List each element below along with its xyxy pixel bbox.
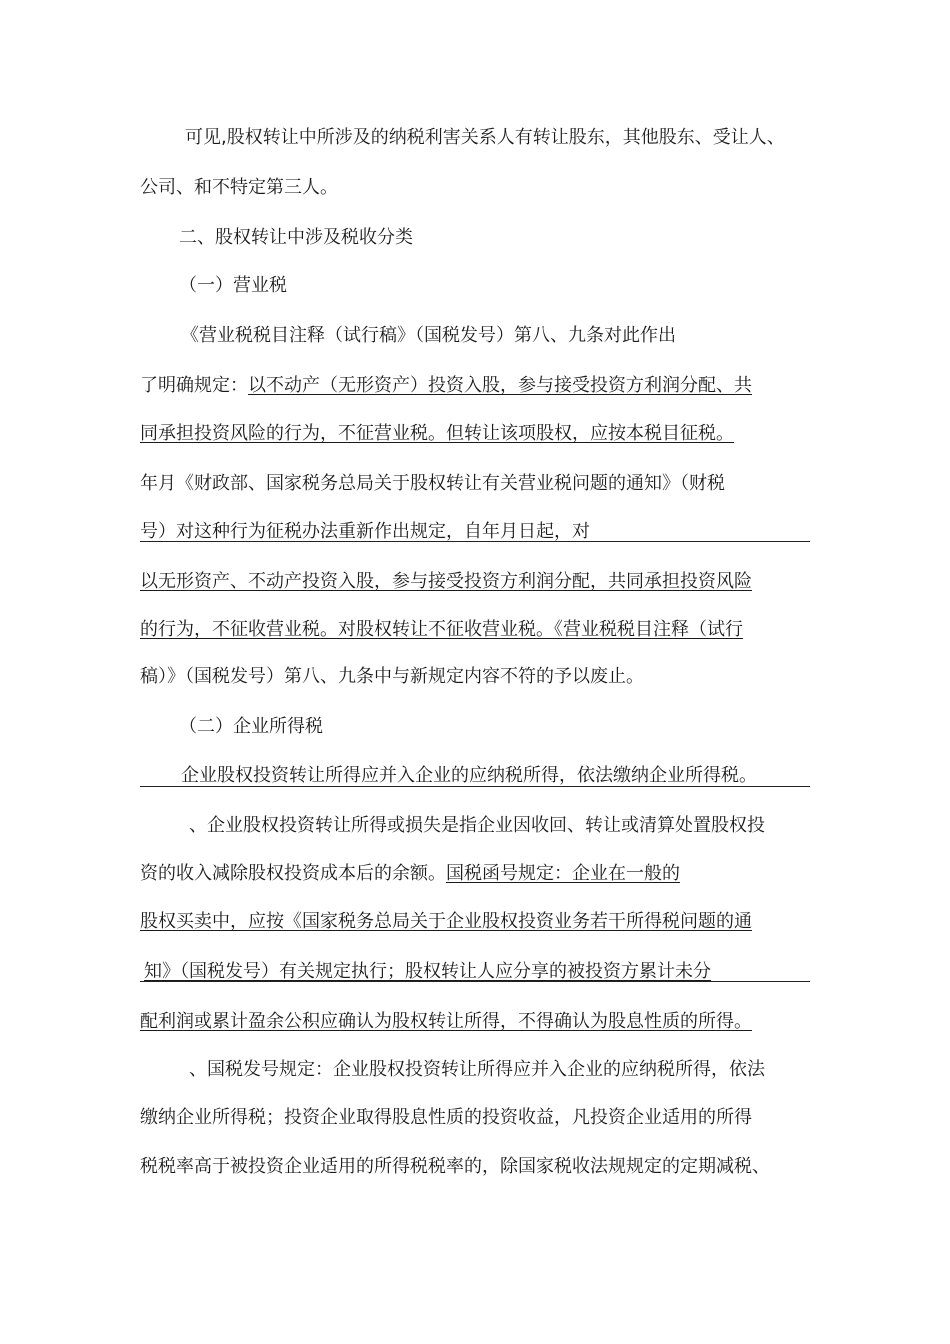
section-heading: 二、股权转让中涉及税收分类 — [179, 227, 413, 248]
underlined-line: 的行为，不征收营业税。对股权转让不征收营业税。《营业税税目注释（试行 — [140, 619, 743, 640]
subsection-heading: （二）企业所得税 — [179, 716, 323, 737]
text-span: 资的收入减除股权投资成本后的余额。 — [140, 863, 446, 884]
underlined-line: 配利润或累计盈余公积应确认为股权转让所得，不得确认为股息性质的所得。 — [140, 1011, 752, 1032]
paragraph-line: 号）对这种行为征税办法重新作出规定，自年月日起，对 — [140, 521, 590, 542]
underlined-line: 股权买卖中，应按《国家税务总局关于企业股权投资业务若干所得税问题的通 — [140, 911, 752, 932]
paragraph-line: 稿）》（国税发号）第八、九条中与新规定内容不符的予以废止。 — [140, 666, 644, 687]
paragraph-line: 、国税发号规定：企业股权投资转让所得应并入企业的应纳税所得，依法 — [189, 1059, 765, 1080]
underline-rule — [140, 981, 810, 982]
paragraph-line: 公司、和不特定第三人。 — [140, 177, 338, 198]
underlined-text: 国税函号规定：企业在一般的 — [446, 863, 680, 884]
underlined-line: 知》（国税发号）有关规定执行；股权转让人应分享的被投资方累计未分 — [144, 961, 711, 982]
paragraph-line: 年月《财政部、国家税务总局关于股权转让有关营业税问题的通知》（财税 — [140, 473, 725, 494]
paragraph-line: 、企业股权投资转让所得或损失是指企业因收回、转让或清算处置股权投 — [189, 815, 765, 836]
underline-rule — [140, 786, 810, 787]
paragraph-line: 企业股权投资转让所得应并入企业的应纳税所得，依法缴纳企业所得税。 — [181, 765, 757, 786]
text-span: 了明确规定： — [140, 375, 248, 396]
subsection-heading: （一）营业税 — [179, 275, 287, 296]
underlined-text: 以不动产（无形资产）投资入股，参与接受投资方利润分配、共 — [248, 375, 752, 396]
underlined-line: 同承担投资风险的行为，不征营业税。但转让该项股权，应按本税目征税。 — [140, 423, 734, 444]
paragraph-line: 缴纳企业所得税；投资企业取得股息性质的投资收益，凡投资企业适用的所得 — [140, 1107, 752, 1128]
paragraph-line: 税税率高于被投资企业适用的所得税税率的，除国家税收法规规定的定期减税、 — [140, 1156, 770, 1177]
paragraph-line — [140, 374, 752, 398]
paragraph-line: 可见,股权转让中所涉及的纳税利害关系人有转让股东，其他股东、受让人、 — [185, 127, 785, 148]
paragraph-line — [140, 862, 680, 886]
underlined-line: 以无形资产、不动产投资入股，参与接受投资方利润分配，共同承担投资风险 — [140, 571, 752, 592]
underline-rule — [140, 541, 810, 542]
paragraph-line: 《营业税税目注释（试行稿》（国税发号）第八、九条对此作出 — [181, 325, 676, 346]
